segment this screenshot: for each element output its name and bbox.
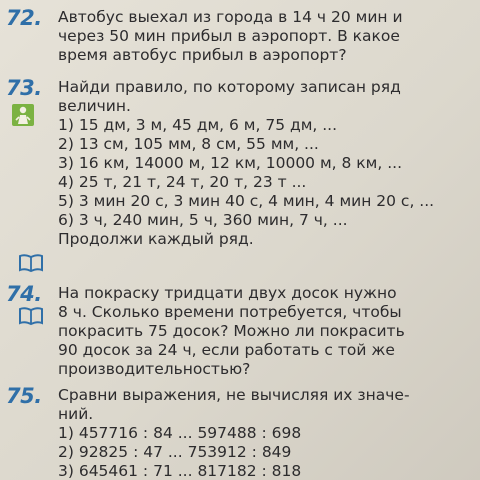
problem-number: 74. — [6, 282, 42, 306]
text-line: покрасить 75 досок? Можно ли покрасить — [58, 322, 405, 340]
text-line: 8 ч. Сколько времени потребуется, чтобы — [58, 303, 402, 321]
text-line: На покраску тридцати двух досок нужно — [58, 284, 397, 302]
list-item: 1) 15 дм, 3 м, 45 дм, 6 м, 75 дм, ... — [58, 116, 338, 134]
problem-text — [58, 78, 468, 249]
text-line: время автобус прибыл в аэропорт? — [58, 46, 347, 64]
problem-number: 73. — [6, 76, 42, 100]
list-item: 5) 3 мин 20 с, 3 мин 40 с, 4 мин, 4 мин 20 с, ... — [58, 192, 435, 210]
person-icon — [12, 104, 34, 126]
list-item: 2) 92825 : 47 ... 753912 : 849 — [58, 443, 292, 461]
problem-number: 75. — [6, 384, 42, 408]
problem-text — [58, 8, 468, 65]
text-line: производительностью? — [58, 360, 251, 378]
problem-text — [58, 386, 468, 480]
book-icon — [18, 306, 44, 326]
list-item: 6) 3 ч, 240 мин, 5 ч, 360 мин, 7 ч, ... — [58, 211, 348, 229]
text-line: Найди правило, по которому записан ряд — [58, 78, 401, 96]
text-line: Автобус выехал из города в 14 ч 20 мин и — [58, 8, 403, 26]
text-line: через 50 мин прибыл в аэропорт. В какое — [58, 27, 400, 45]
list-item: 1) 457716 : 84 ... 597488 : 698 — [58, 424, 302, 442]
list-item: 3) 16 км, 14000 м, 12 км, 10000 м, 8 км, ... — [58, 154, 402, 172]
list-item: 2) 13 см, 105 мм, 8 см, 55 мм, ... — [58, 135, 319, 153]
text-line: ний. — [58, 405, 94, 423]
list-item: 3) 645461 : 71 ... 817182 : 818 — [58, 462, 302, 480]
task-line: Продолжи каждый ряд. — [58, 230, 254, 248]
problem-text — [58, 284, 468, 379]
text-line: величин. — [58, 97, 131, 115]
book-icon — [18, 253, 44, 273]
list-item: 4) 25 т, 21 т, 24 т, 20 т, 23 т ... — [58, 173, 307, 191]
problem-number: 72. — [6, 6, 42, 30]
text-line: 90 досок за 24 ч, если работать с той же — [58, 341, 395, 359]
text-line: Сравни выражения, не вычисляя их значе- — [58, 386, 410, 404]
